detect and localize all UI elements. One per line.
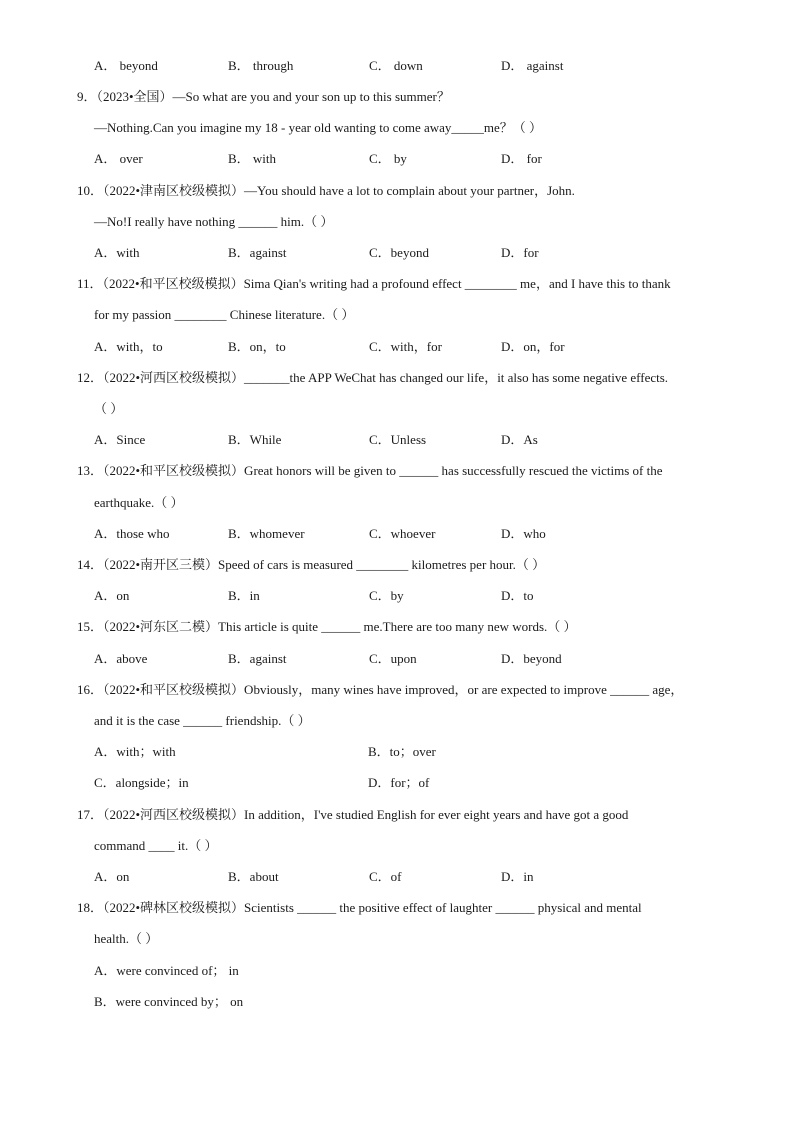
answer-option: A．those who (94, 526, 170, 541)
question-stem: 9．（2023•全国）—So what are you and your son up to this summer？ (77, 89, 450, 104)
answer-option: A． over (94, 151, 143, 166)
question-continuation: —Nothing.Can you imagine my 18 - year old wanting to come away_____me？（ ） (94, 120, 543, 135)
answer-option: B．whomever (228, 526, 305, 541)
question-stem: 13．（2022•和平区校级模拟）Great honors will be given to ______ has successfully rescued the victims of the (77, 463, 663, 478)
answer-option: D．who (501, 526, 546, 541)
answer-option: C． by (369, 151, 407, 166)
question-continuation: command ____ it.（ ） (94, 838, 218, 853)
question-stem: 17．（2022•河西区校级模拟）In addition，I've studied English for ever eight years and have got a good (77, 807, 629, 822)
answer-option: C．by (369, 588, 404, 603)
question-continuation: for my passion ________ Chinese literature.（ ） (94, 307, 355, 322)
answer-option: D．for；of (368, 775, 430, 790)
answer-option: C．upon (369, 651, 417, 666)
question-stem: 15．（2022•河东区二模）This article is quite ______ me.There are too many new words.（ ） (77, 619, 577, 634)
answer-option: B．against (228, 245, 287, 260)
answer-option: C．with，for (369, 339, 442, 354)
answer-option: C．alongside；in (94, 775, 189, 790)
question-continuation: earthquake.（ ） (94, 495, 184, 510)
answer-option: D．to (501, 588, 534, 603)
question-continuation: and it is the case ______ friendship.（ ） (94, 713, 311, 728)
answer-option: B．about (228, 869, 279, 884)
answer-option: C．of (369, 869, 402, 884)
question-continuation: （ ） (94, 401, 124, 416)
answer-option: B． with (228, 151, 277, 166)
answer-option: B．in (228, 588, 260, 603)
answer-option: B．to；over (368, 744, 436, 759)
answer-option: D．on，for (501, 339, 565, 354)
answer-option: A．with；with (94, 744, 176, 759)
question-stem: 14．（2022•南开区三模）Speed of cars is measured ________ kilometres per hour.（ ） (77, 557, 546, 572)
answer-option: B．on，to (228, 339, 286, 354)
question-stem: 11．（2022•和平区校级模拟）Sima Qian's writing had a profound effect ________ me，and I have this to thank (77, 276, 671, 291)
answer-option: A． beyond (94, 58, 158, 73)
answer-option: D． for (501, 151, 542, 166)
answer-option: A．were convinced of； in (94, 963, 239, 978)
answer-option: B．While (228, 432, 282, 447)
question-stem: 10．（2022•津南区校级模拟）—You should have a lot to complain about your partner，John. (77, 183, 575, 198)
question-stem: 12．（2022•河西区校级模拟）_______the APP WeChat has changed our life，it also has some negative effects. (77, 370, 669, 385)
answer-option: A．above (94, 651, 148, 666)
answer-option: C．Unless (369, 432, 427, 447)
answer-option: A．on (94, 869, 130, 884)
answer-option: D． against (501, 58, 564, 73)
answer-option: A．with，to (94, 339, 163, 354)
question-stem: 16．（2022•和平区校级模拟）Obviously，many wines have improved，or are expected to improve ______ age， (77, 682, 684, 697)
answer-option: A．with (94, 245, 140, 260)
answer-option: A．on (94, 588, 130, 603)
answer-option: B．were convinced by； on (94, 994, 244, 1009)
answer-option: A．Since (94, 432, 146, 447)
answer-option: D．As (501, 432, 538, 447)
answer-option: C． down (369, 58, 423, 73)
question-continuation: health.（ ） (94, 931, 159, 946)
answer-option: D．in (501, 869, 534, 884)
question-stem: 18．（2022•碑林区校级模拟）Scientists ______ the positive effect of laughter ______ physical and mental (77, 900, 642, 915)
answer-option: D．beyond (501, 651, 562, 666)
answer-option: C．whoever (369, 526, 436, 541)
answer-option: D．for (501, 245, 539, 260)
answer-option: C．beyond (369, 245, 429, 260)
answer-option: B． through (228, 58, 294, 73)
answer-option: B．against (228, 651, 287, 666)
question-continuation: —No!I really have nothing ______ him.（ ） (94, 214, 334, 229)
